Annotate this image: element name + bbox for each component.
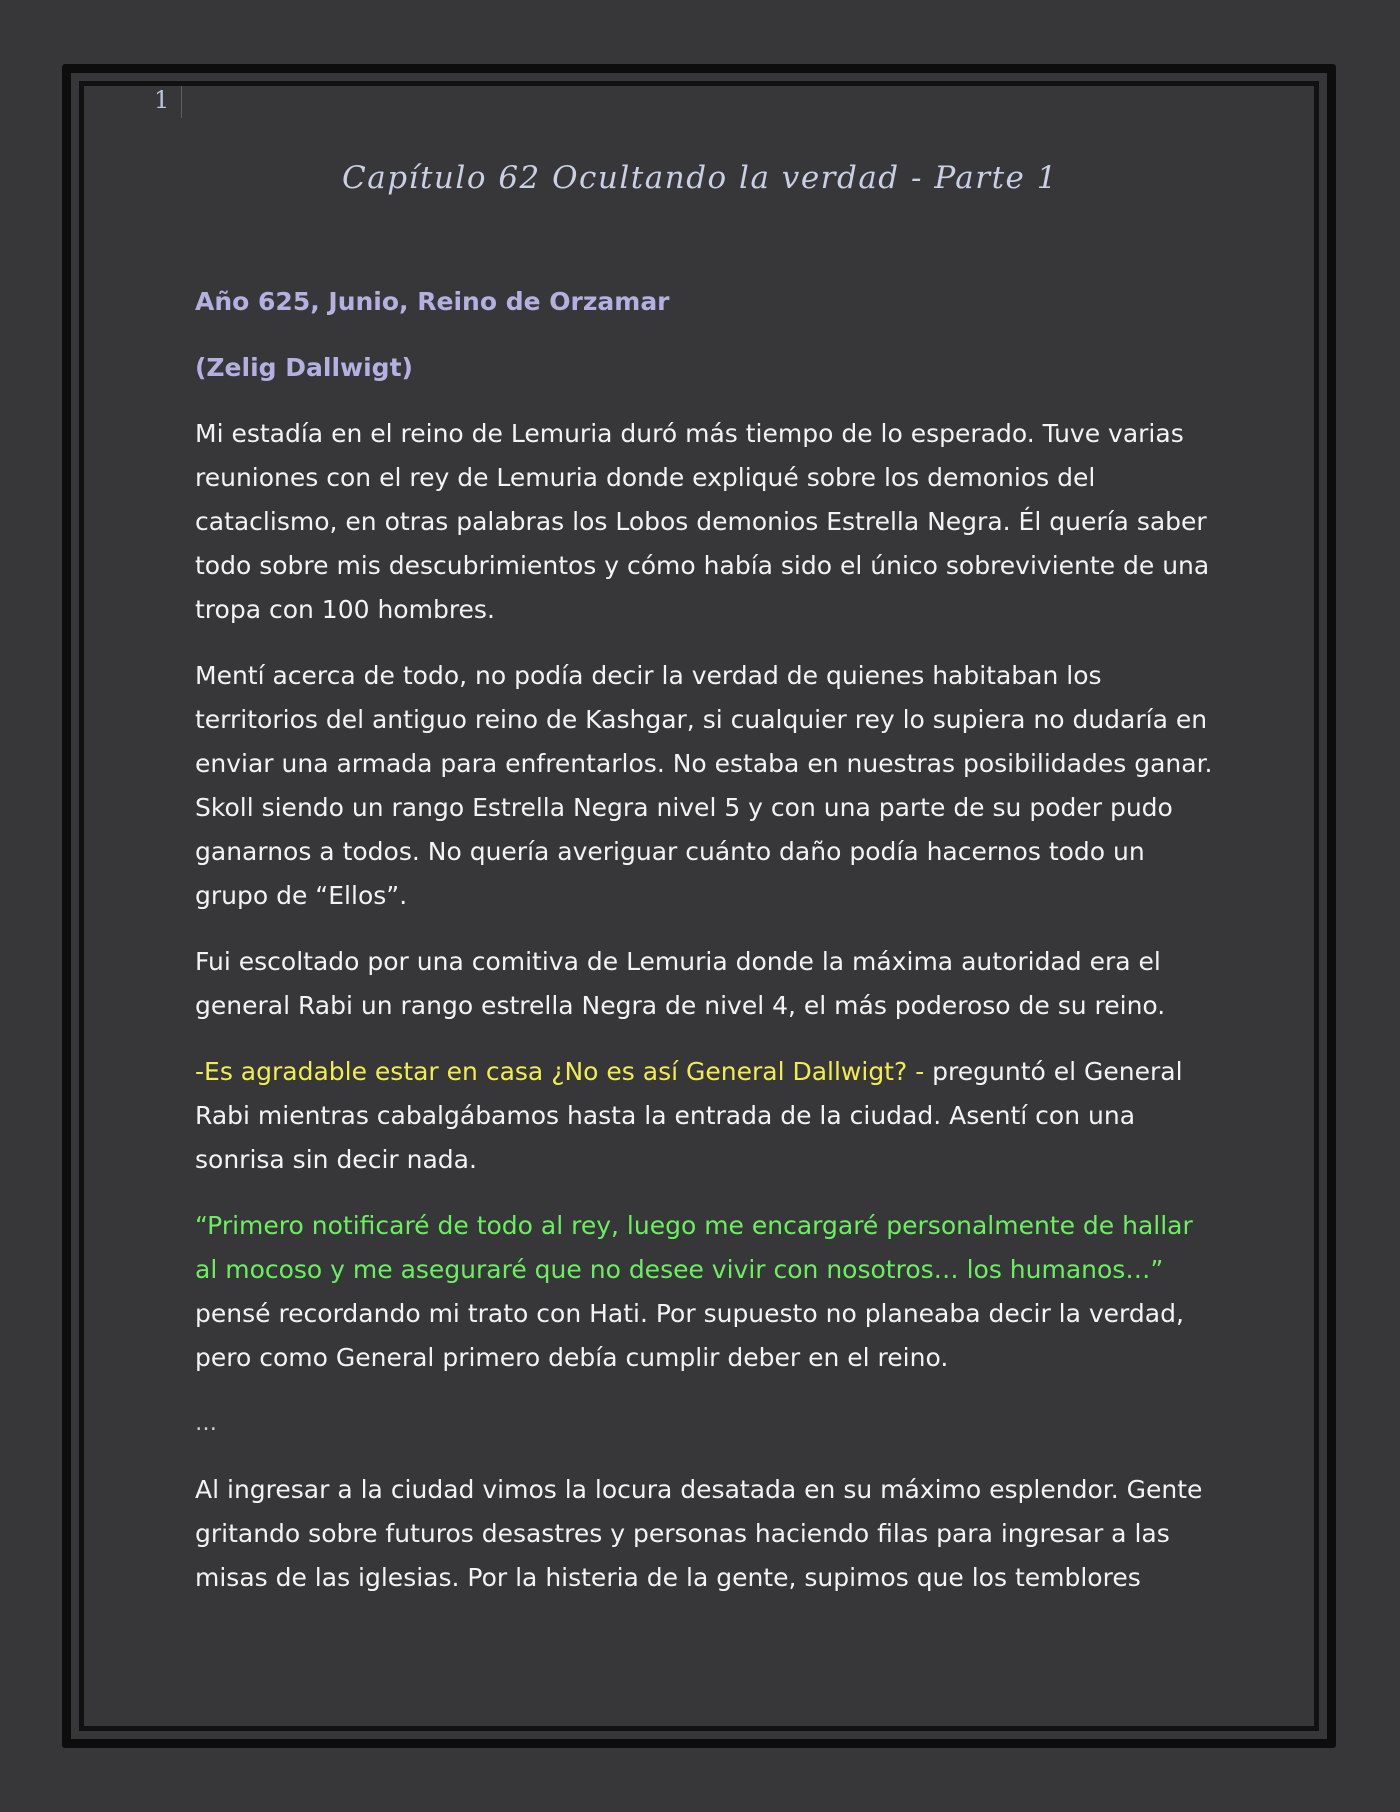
date-heading: Año 625, Junio, Reino de Orzamar [195,287,670,316]
page-number: 1 [154,86,170,114]
dialogue-text: -Es agradable estar en casa ¿No es así General Dallwigt? - [195,1057,925,1086]
margin-line [181,86,182,118]
chapter-title: Capítulo 62 Ocultando la verdad - Parte 1 [342,160,1058,196]
paragraph-3: Fui escoltado por una comitiva de Lemuria donde la máxima autoridad era el general Rabi un rango estrella Negra de nivel 4, el más poderoso de su reino. [195,947,1166,1020]
narration-text: preguntó el General Rabi mientras cabalgábamos hasta la entrada de la ciudad. Asentí con una sonrisa sin decir nada. [195,1057,1183,1174]
paragraph-5 [195,1204,1215,1380]
paragraph-4 [195,1050,1215,1182]
paragraph-2: Mentí acerca de todo, no podía decir la verdad de quienes habitaban los territorios del antiguo reino de Kashgar, si cualquier rey lo supiera no dudaría en enviar una armada para enfrentarlos. No estaba en nuestras posibilidades ganar. Skoll siendo un rango Estrella Negra nivel 5 y con una parte de su poder pudo ganarnos a todos. No quería averiguar cuánto daño podía hacernos todo un grupo de “Ellos”. [195,661,1213,910]
document-body [195,280,1215,1622]
narration-text: pensé recordando mi trato con Hati. Por supuesto no planeaba decir la verdad, pero como General primero debía cumplir deber en el reino. [195,1299,1184,1372]
thought-text: “Primero notificaré de todo al rey, luego me encargaré personalmente de hallar al mocoso y me aseguraré que no desee vivir con nosotros… los humanos…” [195,1211,1193,1284]
paragraph-6: Al ingresar a la ciudad vimos la locura desatada en su máximo esplendor. Gente gritando sobre futuros desastres y personas haciendo filas para ingresar a las misas de las iglesias. Por la histeria de la gente, supimos que los temblores [195,1475,1203,1592]
pov-heading: (Zelig Dallwigt) [195,353,413,382]
scene-separator: … [195,1411,217,1436]
paragraph-1: Mi estadía en el reino de Lemuria duró más tiempo de lo esperado. Tuve varias reuniones con el rey de Lemuria donde expliqué sobre los demonios del cataclismo, en otras palabras los Lobos demonios Estrella Negra. Él quería saber todo sobre mis descubrimientos y cómo había sido el único sobreviviente de una tropa con 100 hombres. [195,419,1210,624]
